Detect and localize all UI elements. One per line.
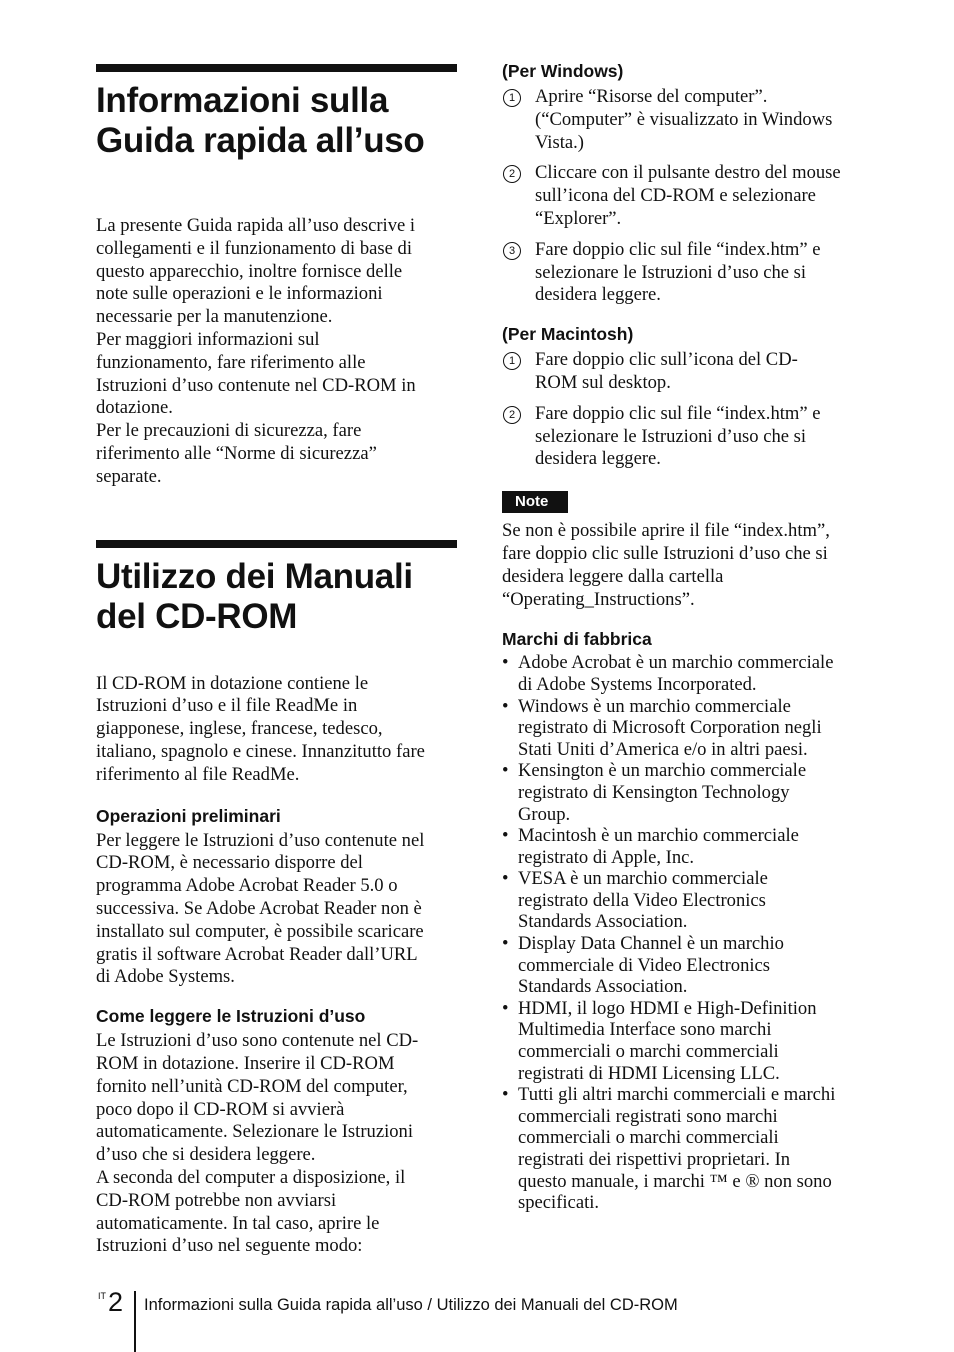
- list-line: registrato di Apple, Inc.: [518, 846, 695, 868]
- body-line: di Adobe Systems.: [96, 966, 235, 988]
- section2-rule: [96, 540, 457, 548]
- list-line: registrati di HDMI Licensing LLC.: [518, 1062, 780, 1084]
- running-title: Informazioni sulla Guida rapida all’uso / Utilizzo dei Manuali del CD-ROM: [144, 1296, 678, 1314]
- step-number-icon: 1: [503, 89, 521, 107]
- mac-step-1: [502, 349, 864, 395]
- prelim-body: [96, 830, 458, 990]
- right-column: [502, 60, 864, 1214]
- body-line: d’uso che si desidera leggere.: [96, 1144, 316, 1166]
- note-line: desidera leggere dalla cartella: [502, 565, 724, 587]
- bullet-icon: •: [502, 997, 509, 1019]
- list-item: [502, 825, 864, 868]
- body-line: Per maggiori informazioni sul: [96, 328, 320, 350]
- body-line: installato sul computer, è possibile scaricare: [96, 920, 424, 942]
- list-line: commerciali o marchi commerciali: [518, 1127, 779, 1149]
- list-line: Standards Association.: [518, 911, 688, 933]
- list-line: di Adobe Systems Incorporated.: [518, 673, 757, 695]
- step-line: Fare doppio clic sull’icona del CD-: [535, 349, 798, 371]
- list-line: registrato della Video Electronics: [518, 889, 766, 911]
- howto-body: [96, 1030, 458, 1258]
- body-line: La presente Guida rapida all’uso descrive i: [96, 215, 416, 236]
- list-line: Stati Uniti d’America e/o in altri paesi.: [518, 738, 808, 760]
- step-number-icon: 2: [503, 406, 521, 424]
- body-line: CD-ROM potrebbe non avviarsi: [96, 1189, 337, 1211]
- note-line: Se non è possibile aprire il file “index.htm”,: [502, 520, 830, 542]
- list-line: VESA è un marchio commerciale: [518, 868, 768, 890]
- section1-rule: [96, 64, 457, 72]
- body-line: successiva. Se Adobe Acrobat Reader non è: [96, 897, 422, 919]
- mac-step-2: [502, 403, 864, 471]
- step-line: Fare doppio clic sul file “index.htm” e: [535, 238, 821, 260]
- section1-title: Informazioni sulla Guida rapida all’uso: [96, 81, 425, 160]
- list-item: [502, 868, 864, 933]
- body-line: funzionamento, fare riferimento alle: [96, 351, 366, 373]
- note-badge: Note: [502, 491, 568, 513]
- list-line: HDMI, il logo HDMI e High-Definition: [518, 997, 817, 1019]
- body-line: CD-ROM, è necessario disporre del: [96, 852, 363, 874]
- footer-divider: [134, 1291, 136, 1352]
- body-line: separate.: [96, 465, 162, 487]
- list-line: Windows è un marchio commerciale: [518, 695, 791, 717]
- note-line: fare doppio clic sulle Istruzioni d’uso che si: [502, 542, 828, 564]
- step-line: Aprire “Risorse del computer”.: [535, 86, 768, 107]
- list-line: Kensington è un marchio commerciale: [518, 760, 807, 782]
- list-line: specificati.: [518, 1192, 600, 1214]
- mac-heading: (Per Macintosh): [502, 324, 634, 345]
- left-column: [96, 64, 458, 1258]
- step-line: Cliccare con il pulsante destro del mouse: [535, 162, 841, 184]
- body-line: Il CD-ROM in dotazione contiene le: [96, 672, 369, 694]
- body-line: Istruzioni d’uso e il file ReadMe in: [96, 695, 358, 717]
- step-line: selezionare le Istruzioni d’uso che si: [535, 425, 807, 447]
- list-item: [502, 760, 864, 825]
- bullet-icon: •: [502, 695, 509, 717]
- body-line: A seconda del computer a disposizione, il: [96, 1166, 406, 1188]
- list-item: [502, 933, 864, 998]
- note-line: “Operating_Instructions”.: [502, 588, 695, 610]
- list-line: Display Data Channel è un marchio: [518, 933, 784, 955]
- body-line: automaticamente. In tal caso, aprire le: [96, 1212, 380, 1234]
- body-line: giapponese, inglese, francese, tedesco,: [96, 718, 383, 740]
- list-line: Standards Association.: [518, 976, 688, 998]
- howto-heading: Come leggere le Istruzioni d’uso: [96, 1006, 366, 1027]
- step-line: ROM sul desktop.: [535, 371, 671, 393]
- step-line: (“Computer” è visualizzato in Windows: [535, 108, 833, 130]
- list-item: [502, 998, 864, 1084]
- body-line: Per leggere le Istruzioni d’uso contenute nel: [96, 829, 425, 851]
- page-number: 2: [108, 1287, 124, 1317]
- language-code: IT: [98, 1291, 106, 1301]
- list-line: Adobe Acrobat è un marchio commerciale: [518, 652, 834, 674]
- body-line: Istruzioni d’uso nel seguente modo:: [96, 1235, 363, 1257]
- step-line: sull’icona del CD-ROM e selezionare: [535, 185, 816, 207]
- prelim-heading: Operazioni preliminari: [96, 805, 281, 826]
- bullet-icon: •: [502, 868, 509, 890]
- windows-heading: (Per Windows): [502, 61, 624, 81]
- trademarks-heading: Marchi di fabbrica: [502, 629, 652, 650]
- body-line: Istruzioni d’uso contenute nel CD-ROM in: [96, 374, 416, 396]
- step-line: “Explorer”.: [535, 207, 622, 229]
- step-line: desidera leggere.: [535, 448, 661, 470]
- section1-body: [96, 215, 458, 489]
- step-line: Vista.): [535, 131, 584, 153]
- step-number-icon: 1: [503, 352, 521, 370]
- list-line: registrato di Microsoft Corporation negli: [518, 717, 822, 739]
- body-line: gratis il software Acrobat Reader dall’URL: [96, 943, 418, 965]
- body-line: questo apparecchio, inoltre fornisce delle: [96, 260, 403, 282]
- body-line: Per le precauzioni di sicurezza, fare: [96, 420, 362, 442]
- step-line: selezionare le Istruzioni d’uso che si: [535, 261, 807, 283]
- bullet-icon: •: [502, 1084, 509, 1106]
- section2-title: Utilizzo dei Manuali del CD-ROM: [96, 556, 413, 636]
- body-line: italiano, spagnolo e cinese. Innanzitutto fare: [96, 740, 425, 762]
- list-item: [502, 696, 864, 761]
- body-line: programma Adobe Acrobat Reader 5.0 o: [96, 875, 398, 897]
- body-line: riferimento alle “Norme di sicurezza”: [96, 442, 377, 464]
- section2-intro: [96, 673, 458, 787]
- list-line: registrato di Kensington Technology: [518, 781, 790, 803]
- body-line: riferimento al file ReadMe.: [96, 763, 300, 785]
- step-line: Fare doppio clic sul file “index.htm” e: [535, 402, 821, 424]
- note-body: [502, 520, 864, 611]
- list-line: commerciali registrati sono marchi: [518, 1105, 778, 1127]
- step-number-icon: 2: [503, 165, 521, 183]
- list-line: questo manuale, i marchi ™ e ® non sono: [518, 1170, 832, 1192]
- body-line: automaticamente. Selezionare le Istruzioni: [96, 1121, 413, 1143]
- step-line: desidera leggere.: [535, 284, 661, 306]
- bullet-icon: •: [502, 760, 509, 782]
- windows-step-3: [502, 239, 864, 307]
- body-line: ROM in dotazione. Inserire il CD-ROM: [96, 1052, 395, 1074]
- list-line: Macintosh è un marchio commerciale: [518, 825, 799, 847]
- body-line: dotazione.: [96, 397, 173, 419]
- windows-step-2: [502, 162, 864, 230]
- body-line: necessarie per la manutenzione.: [96, 306, 333, 328]
- step-number-icon: 3: [503, 242, 521, 260]
- windows-step-1: [502, 86, 864, 154]
- list-item: [502, 1084, 864, 1214]
- bullet-icon: •: [502, 825, 509, 847]
- note-block: [502, 491, 864, 611]
- list-line: commerciali o marchi commerciali: [518, 1041, 779, 1063]
- list-line: Group.: [518, 803, 571, 825]
- body-line: note sulle operazioni e le informazioni: [96, 283, 383, 305]
- page-footer: [98, 1285, 858, 1352]
- body-line: collegamenti e il funzionamento di base di: [96, 237, 412, 259]
- list-line: commerciale di Video Electronics: [518, 954, 771, 976]
- list-line: Tutti gli altri marchi commerciali e marchi: [518, 1084, 836, 1106]
- trademarks-list: [502, 652, 864, 1213]
- body-line: Le Istruzioni d’uso sono contenute nel CD-: [96, 1030, 419, 1052]
- list-item: [502, 652, 864, 695]
- list-line: registrati dei rispettivi proprietari. In: [518, 1149, 791, 1170]
- list-line: Multimedia Interface sono marchi: [518, 1019, 772, 1041]
- body-line: poco dopo il CD-ROM si avvierà: [96, 1098, 345, 1120]
- bullet-icon: •: [502, 652, 509, 674]
- bullet-icon: •: [502, 933, 509, 955]
- body-line: fornito nell’unità CD-ROM del computer,: [96, 1075, 408, 1097]
